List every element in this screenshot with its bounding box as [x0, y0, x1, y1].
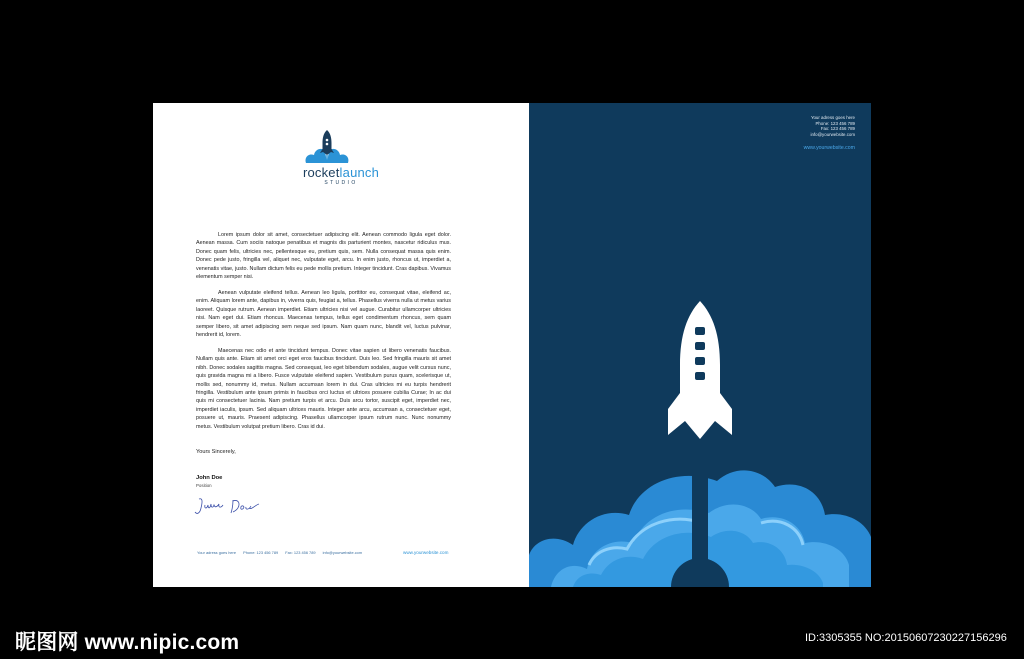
contact-line: Fax: 123 456 789: [820, 126, 855, 132]
watermark-id: ID:3305355 NO:20150607230227156296: [805, 632, 1007, 644]
footer-website: www.yourwebsite.com: [403, 550, 449, 555]
footer-address: Your adress goes here: [197, 550, 237, 555]
letter-footer: [197, 550, 368, 555]
signer-position: Position: [196, 483, 212, 488]
body-paragraph: Maecenas nec odio et ante tincidunt tempus. Donec vitae sapien ut libero venenatis faucibus. Nullam quis ante. Etiam sit amet orci eget eros faucibus tincidunt. Duis leo. Sed fringilla mauris sit amet nibh. Donec sodales sagittis magna. Sed consequat, leo eget bibendum sodales, augue velit cursus nunc, quis gravida magna mi a libero. Fusce vulputate eleifend sapien. Vestibulum purus quam, scelerisque ut, mollis sed, nonummy id, metus. Nullam accumsan lorem in dui. Cras ultricies mi eu turpis hendrerit fringilla. Vestibulum ante ipsum primis in faucibus orci luctus et ultrices posuere cubilia Curae; In ac dui quis mi consectetuer lacinia. Nam pretium turpis et arcu. Duis arcu tortor, suscipit eget, imperdiet nec, imperdiet iaculis, ipsum. Sed aliquam ultrices mauris. Integer ante arcu, accumsan a, consectetuer eget, posuere ut, mauris. Praesent adipiscing. Phasellus ullamcorper ipsum rutrum nunc. Nunc nonummy metus. Vestibulum volutpat pretium libero. Cras id dui.: [196, 347, 451, 430]
watermark-site: 昵图网 www.nipic.com: [15, 631, 240, 654]
rocket-launch-illustration: [529, 103, 871, 587]
brand-name: rocketlaunch: [302, 165, 380, 180]
footer-phone: Phone: 123 456 789: [243, 550, 279, 555]
cover-website: www.yourwebsite.com: [803, 145, 855, 151]
rocket-body: [668, 301, 732, 439]
contact-line: Your adress goes here: [810, 115, 855, 120]
brand-subtitle: STUDIO: [324, 180, 358, 186]
body-paragraph: Lorem ipsum dolor sit amet, consectetuer adipiscing elit. Aenean commodo ligula eget dolor. Aenean massa. Cum sociis natoque penatibus et magnis dis parturient montes, nascetur ridiculus mus. Donec quam felis, ultricies nec, pellentesque eu, pretium quis, sem. Nulla consequat massa quis enim. Donec pede justo, fringilla vel, aliquet nec, vulputate eget, arcu. In enim justo, rhoncus ut, imperdiet a, venenatis vitae, justo. Nullam dictum felis eu pede mollis pretium. Integer tincidunt. Cras dapibus. Vivamus elementum semper nisi.: [196, 232, 451, 281]
body-paragraph: Aenean vulputate eleifend tellus. Aenean leo ligula, porttitor eu, consequat vitae, eleifend ac, enim. Aliquam lorem ante, dapibus in, viverra quis, feugiat a, tellus. Phasellus viverra nulla ut metus varius laoreet. Quisque rutrum. Aenean imperdiet. Etiam ultricies nisi vel augue. Curabitur ullamcorper ultricies nisi. Nam eget dui. Etiam rhoncus. Maecenas tempus, tellus eget condimentum rhoncus, sem quam semper libero, sit amet adipiscing sem neque sed ipsum. Nam quam nunc, blandit vel, luctus pulvinar, hendrerit id, lorem.: [196, 289, 451, 338]
signer-name: John Doe: [196, 475, 223, 481]
footer-fax: Fax: 123 456 789: [285, 550, 316, 555]
cover-contact: [811, 115, 855, 137]
footer-email: info@yourwebsite.com: [322, 550, 363, 555]
rocket-logo-icon: [303, 129, 351, 169]
contact-line: Phone: 123 456 789: [815, 120, 855, 126]
cover-page: [529, 103, 871, 587]
letter-body: [196, 231, 451, 438]
handwritten-signature: [193, 493, 265, 519]
launch-trail: [692, 462, 708, 574]
contact-line: info@yourwebsite.com: [810, 131, 855, 137]
letterhead-page: [153, 103, 529, 587]
closing-text: Yours Sincerely,: [196, 449, 236, 455]
